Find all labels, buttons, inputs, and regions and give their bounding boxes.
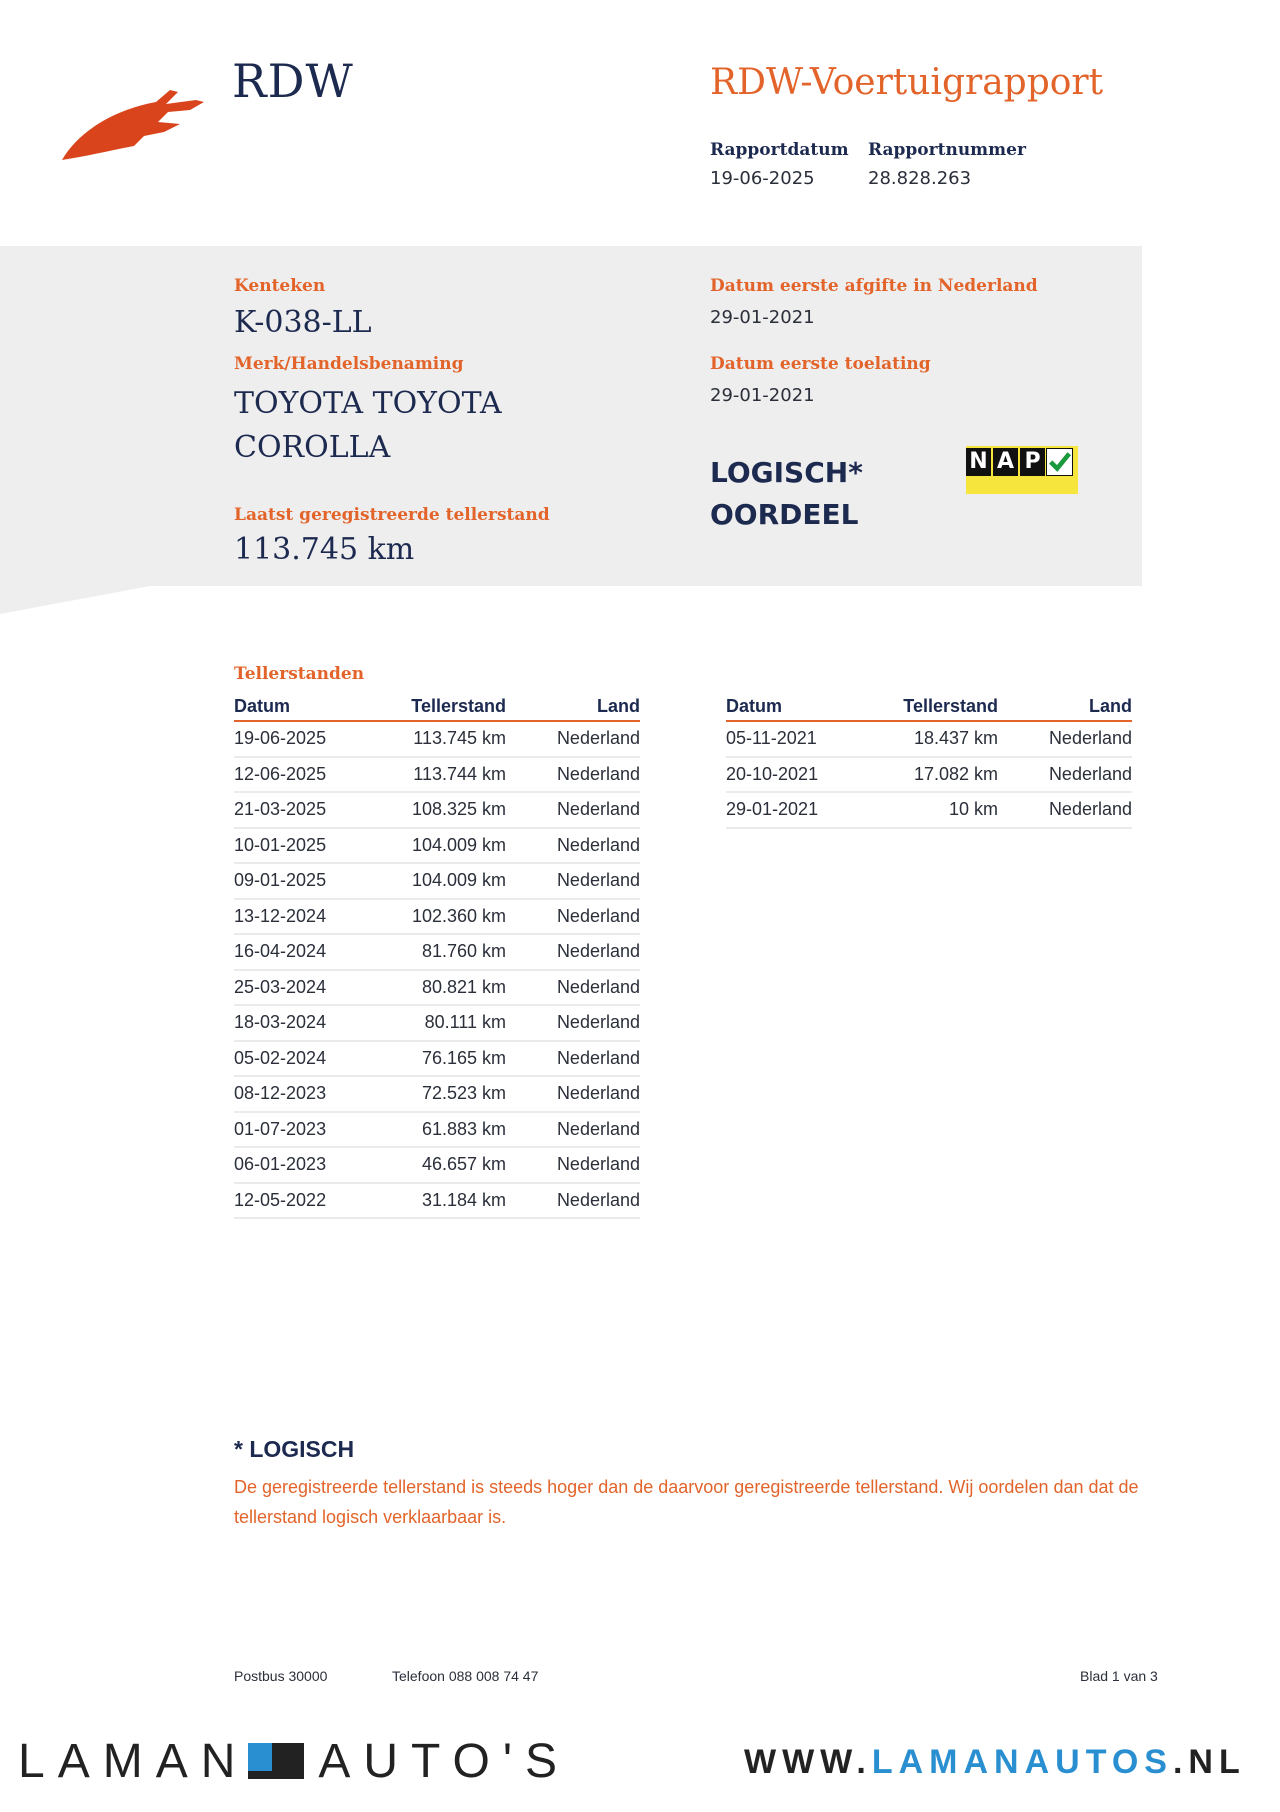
nap-letter-p: P: [1020, 448, 1045, 476]
cell-datum: 13-12-2024: [234, 899, 366, 935]
first-admission-label: Datum eerste toelating: [710, 354, 931, 374]
readings-table-left: [234, 695, 640, 1219]
table-row: [234, 721, 640, 757]
cell-tellerstand: 76.165 km: [366, 1041, 506, 1077]
cell-tellerstand: 104.009 km: [366, 828, 506, 864]
cell-land: Nederland: [506, 721, 640, 757]
cell-datum: 18-03-2024: [234, 1005, 366, 1041]
footer-postbus: Postbus 30000: [234, 1668, 328, 1684]
make-label: Merk/Handelsbenaming: [234, 354, 464, 374]
cell-land: Nederland: [506, 863, 640, 899]
odometer-value: 113.745 km: [234, 532, 415, 567]
plate-label: Kenteken: [234, 276, 326, 296]
vehicle-panel: [0, 246, 1142, 586]
col-datum: Datum: [726, 695, 858, 721]
table-row: [234, 792, 640, 828]
cell-tellerstand: 31.184 km: [366, 1183, 506, 1219]
cell-tellerstand: 108.325 km: [366, 792, 506, 828]
cell-land: Nederland: [506, 934, 640, 970]
col-tellerstand: Tellerstand: [858, 695, 998, 721]
cell-tellerstand: 10 km: [858, 792, 998, 828]
website-prefix: WWW.: [744, 1743, 872, 1781]
table-row: [234, 1005, 640, 1041]
dealer-logo-left: LAMAN: [18, 1735, 249, 1788]
cell-datum: 05-02-2024: [234, 1041, 366, 1077]
plate-number: K-038-LL: [234, 305, 372, 340]
cell-datum: 12-05-2022: [234, 1183, 366, 1219]
table-row: [234, 970, 640, 1006]
table-row: [234, 934, 640, 970]
table-row: [234, 828, 640, 864]
cell-land: Nederland: [506, 970, 640, 1006]
cell-tellerstand: 104.009 km: [366, 863, 506, 899]
cell-datum: 08-12-2023: [234, 1076, 366, 1112]
footer-phone: Telefoon 088 008 74 47: [392, 1668, 539, 1684]
report-number: 28.828.263: [868, 168, 972, 189]
cell-datum: 19-06-2025: [234, 721, 366, 757]
make-line-1: TOYOTA TOYOTA: [234, 386, 502, 421]
report-title: RDW-Voertuigrapport: [710, 62, 1104, 103]
dealer-website[interactable]: [744, 1743, 1246, 1782]
readings-title: Tellerstanden: [234, 664, 365, 684]
cell-land: Nederland: [998, 792, 1132, 828]
cell-land: Nederland: [998, 757, 1132, 793]
cell-land: Nederland: [506, 757, 640, 793]
dealer-logo-mark-icon: [248, 1743, 304, 1779]
rdw-logo-icon: [58, 80, 208, 165]
col-land: Land: [998, 695, 1132, 721]
footer-page: Blad 1 van 3: [1080, 1668, 1158, 1684]
cell-land: Nederland: [506, 1112, 640, 1148]
make-line-2: COROLLA: [234, 430, 391, 465]
cell-land: Nederland: [506, 792, 640, 828]
report-number-label: Rapportnummer: [868, 140, 1026, 160]
cell-datum: 09-01-2025: [234, 863, 366, 899]
footnote-title: * LOGISCH: [234, 1436, 355, 1462]
dealer-logo: [18, 1734, 570, 1789]
cell-datum: 21-03-2025: [234, 792, 366, 828]
verdict-line-1: LOGISCH*: [710, 456, 863, 489]
first-admission-date: 29-01-2021: [710, 385, 815, 406]
table-header-row: [726, 695, 1132, 721]
table-row: [234, 757, 640, 793]
cell-tellerstand: 80.111 km: [366, 1005, 506, 1041]
table-row: [234, 1076, 640, 1112]
cell-tellerstand: 61.883 km: [366, 1112, 506, 1148]
verdict-line-2: OORDEEL: [710, 498, 859, 531]
nap-letter-n: N: [966, 448, 991, 476]
col-datum: Datum: [234, 695, 366, 721]
table-row: [726, 757, 1132, 793]
cell-land: Nederland: [998, 721, 1132, 757]
cell-land: Nederland: [506, 828, 640, 864]
cell-datum: 01-07-2023: [234, 1112, 366, 1148]
cell-tellerstand: 113.745 km: [366, 721, 506, 757]
table-row: [234, 899, 640, 935]
dealer-logo-right: AUTO'S: [318, 1735, 571, 1788]
col-tellerstand: Tellerstand: [366, 695, 506, 721]
cell-datum: 29-01-2021: [726, 792, 858, 828]
cell-tellerstand: 102.360 km: [366, 899, 506, 935]
brand-name: RDW: [232, 54, 354, 108]
footnote-text: De geregistreerde tellerstand is steeds hoger dan de daarvoor geregistreerde tellerstand. Wij oordelen dan dat de tellerstand logisch verklaarbaar is.: [234, 1477, 1139, 1527]
cell-land: Nederland: [506, 1076, 640, 1112]
cell-datum: 16-04-2024: [234, 934, 366, 970]
cell-datum: 12-06-2025: [234, 757, 366, 793]
panel-notch: [0, 586, 150, 614]
cell-tellerstand: 17.082 km: [858, 757, 998, 793]
col-land: Land: [506, 695, 640, 721]
cell-datum: 05-11-2021: [726, 721, 858, 757]
cell-land: Nederland: [506, 1147, 640, 1183]
first-issue-label: Datum eerste afgifte in Nederland: [710, 276, 1038, 296]
cell-land: Nederland: [506, 1005, 640, 1041]
cell-land: Nederland: [506, 1183, 640, 1219]
website-suffix: .NL: [1172, 1743, 1246, 1781]
cell-datum: 06-01-2023: [234, 1147, 366, 1183]
cell-land: Nederland: [506, 899, 640, 935]
table-header-row: [234, 695, 640, 721]
table-row: [726, 721, 1132, 757]
cell-land: Nederland: [506, 1041, 640, 1077]
table-row: [726, 792, 1132, 828]
checkmark-icon: [1046, 448, 1073, 476]
nap-letter-a: A: [993, 448, 1018, 476]
cell-tellerstand: 80.821 km: [366, 970, 506, 1006]
report-date-label: Rapportdatum: [710, 140, 849, 160]
cell-datum: 25-03-2024: [234, 970, 366, 1006]
website-brand: LAMANAUTOS: [871, 1743, 1173, 1781]
first-issue-date: 29-01-2021: [710, 307, 815, 328]
readings-table-right: [726, 695, 1132, 829]
table-row: [234, 863, 640, 899]
table-row: [234, 1112, 640, 1148]
cell-datum: 10-01-2025: [234, 828, 366, 864]
cell-tellerstand: 18.437 km: [858, 721, 998, 757]
report-date: 19-06-2025: [710, 168, 815, 189]
nap-badge: [966, 446, 1078, 494]
odometer-label: Laatst geregistreerde tellerstand: [234, 505, 550, 525]
cell-tellerstand: 72.523 km: [366, 1076, 506, 1112]
table-row: [234, 1147, 640, 1183]
table-row: [234, 1183, 640, 1219]
table-row: [234, 1041, 640, 1077]
cell-tellerstand: 113.744 km: [366, 757, 506, 793]
cell-tellerstand: 46.657 km: [366, 1147, 506, 1183]
cell-tellerstand: 81.760 km: [366, 934, 506, 970]
cell-datum: 20-10-2021: [726, 757, 858, 793]
